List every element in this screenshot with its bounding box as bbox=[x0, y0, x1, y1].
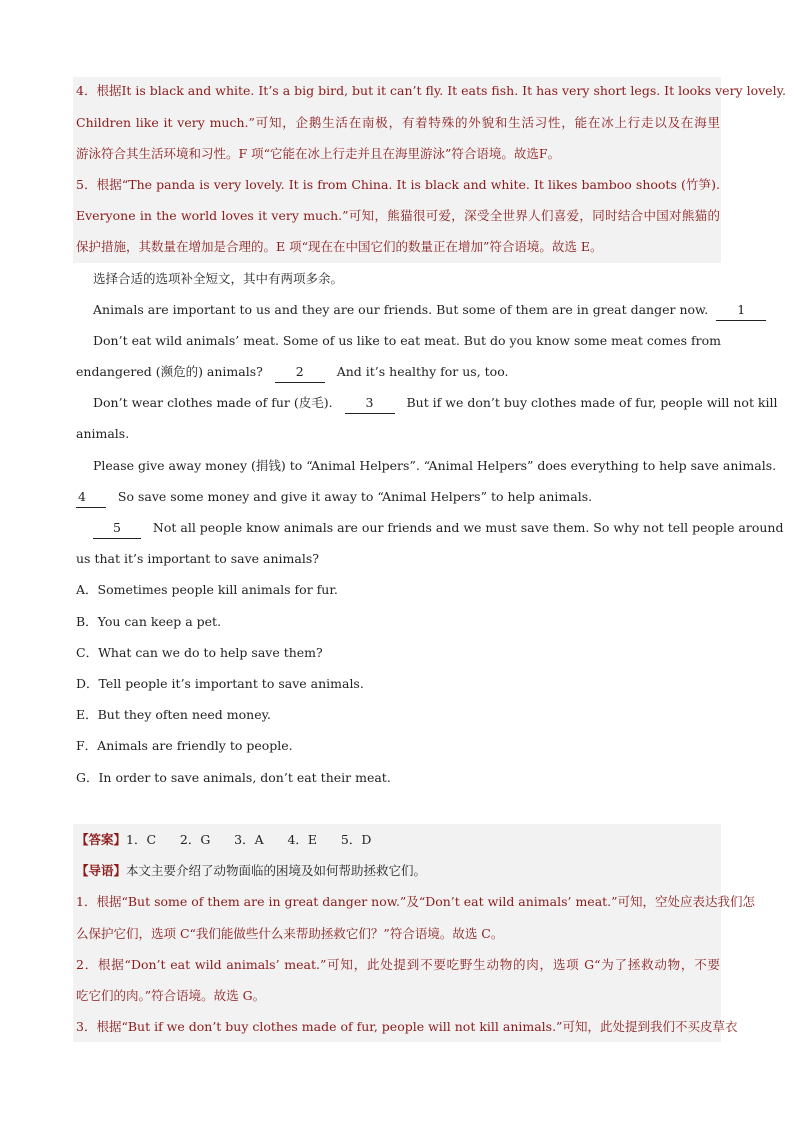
option-c: C．What can we do to help save them? bbox=[76, 645, 323, 660]
explanation-5-line-2: Everyone in the world loves it very much.”可知，熊猫很可爱，深受全世界人们喜爱，同时结合中国对熊猫的 bbox=[76, 208, 720, 223]
blank-3: 3 bbox=[345, 393, 395, 414]
explanation-block-top bbox=[73, 77, 786, 263]
instruction: 选择合适的选项补全短文，其中有两项多余。 bbox=[93, 271, 344, 286]
answer-line bbox=[76, 830, 720, 850]
explanation-5-line-1: 5．根据“The panda is very lovely. It is from China. It is black and white. It likes bamboo shoots (竹笋). bbox=[76, 177, 720, 192]
passage-paragraph-1 bbox=[93, 300, 746, 321]
guide-line bbox=[76, 861, 720, 881]
passage-p3-pre: Don’t wear clothes made of fur (皮毛). bbox=[93, 395, 333, 410]
explanation-1-line-1: 1．根据“But some of them are in great danger now.”及“Don’t eat wild animals’ meat.”可知，空处应表达我们怎 bbox=[76, 894, 756, 909]
passage-p1-text: Animals are important to us and they are our friends. But some of them are in great danger now. bbox=[93, 302, 709, 317]
explanation-4-line-1: 4．根据It is black and white. It’s a big bird, but it can’t fly. It eats fish. It has very short legs. It looks very lovely. bbox=[76, 83, 786, 98]
passage-p2-line-2 bbox=[76, 362, 720, 383]
answer-label: 【答案】 bbox=[76, 832, 127, 847]
blank-4: 4 bbox=[76, 487, 106, 508]
passage-p2-line-1: Don’t eat wild animals’ meat. Some of us like to eat meat. But do you know some meat comes from bbox=[93, 333, 721, 348]
guide-label: 【导语】 bbox=[76, 863, 127, 878]
passage-p3-post: But if we don’t buy clothes made of fur, people will not kill bbox=[406, 395, 778, 410]
passage-p3-line-2: animals. bbox=[76, 426, 130, 441]
passage-p2-post: And it’s healthy for us, too. bbox=[336, 364, 509, 379]
option-d: D．Tell people it’s important to save animals. bbox=[76, 676, 364, 691]
guide-text: 本文主要介绍了动物面临的困境及如何帮助拯救它们。 bbox=[126, 863, 427, 878]
explanation-2-line-1: 2．根据“Don’t eat wild animals’ meat.”可知，此处提到不要吃野生动物的肉，选项 G“为了拯救动物，不要 bbox=[76, 957, 720, 972]
explanation-5-line-3: 保护措施，其数量在增加是合理的。E 项“现在在中国它们的数量正在增加”符合语境。故选 E。 bbox=[76, 239, 603, 254]
passage-p5-line-2: us that it’s important to save animals? bbox=[76, 551, 319, 566]
explanation-4-line-3: 游泳符合其生活环境和习性。F 项“它能在冰上行走并且在海里游泳”符合语境。故选F。 bbox=[76, 146, 561, 161]
passage-p5-line-1: Not all people know animals are our friends and we must save them. So why not tell people around bbox=[152, 520, 784, 535]
option-f: F．Animals are friendly to people. bbox=[76, 738, 293, 753]
blank-5: 5 bbox=[93, 518, 141, 539]
passage-p2-pre: endangered (濒危的) animals? bbox=[76, 364, 263, 379]
option-a: A．Sometimes people kill animals for fur. bbox=[76, 582, 338, 597]
explanation-4-line-2: Children like it very much.”可知，企鹅生活在南极，有着特殊的外貌和生活习性，能在冰上行走以及在海里 bbox=[76, 115, 720, 130]
passage-p5-line-1-wrap bbox=[93, 518, 784, 539]
option-e: E．But they often need money. bbox=[76, 707, 271, 722]
passage-p4-line-1: Please give away money (捐钱) to “Animal Helpers”. “Animal Helpers” does everything to help save animals. bbox=[93, 458, 777, 473]
explanation-1-line-2: 么保护它们，选项 C“我们能做些什么来帮助拯救它们？”符合语境。故选 C。 bbox=[76, 926, 504, 941]
passage-p4-line-2-wrap bbox=[76, 487, 720, 508]
passage-p3-line-1 bbox=[93, 393, 778, 414]
blank-2: 2 bbox=[275, 362, 325, 383]
answer-text: 1．C 2．G 3．A 4．E 5．D bbox=[126, 832, 372, 847]
option-g: G．In order to save animals, don’t eat their meat. bbox=[76, 770, 391, 785]
explanation-2-line-2: 吃它们的肉。”符合语境。故选 G。 bbox=[76, 988, 266, 1003]
explanation-3-line-1: 3．根据“But if we don’t buy clothes made of fur, people will not kill animals.”可知，此处提到我们不买皮草衣 bbox=[76, 1019, 738, 1034]
passage-p4-line-2: So save some money and give it away to “Animal Helpers” to help animals. bbox=[117, 489, 593, 504]
option-b: B．You can keep a pet. bbox=[76, 614, 222, 629]
blank-1: 1 bbox=[716, 300, 766, 321]
